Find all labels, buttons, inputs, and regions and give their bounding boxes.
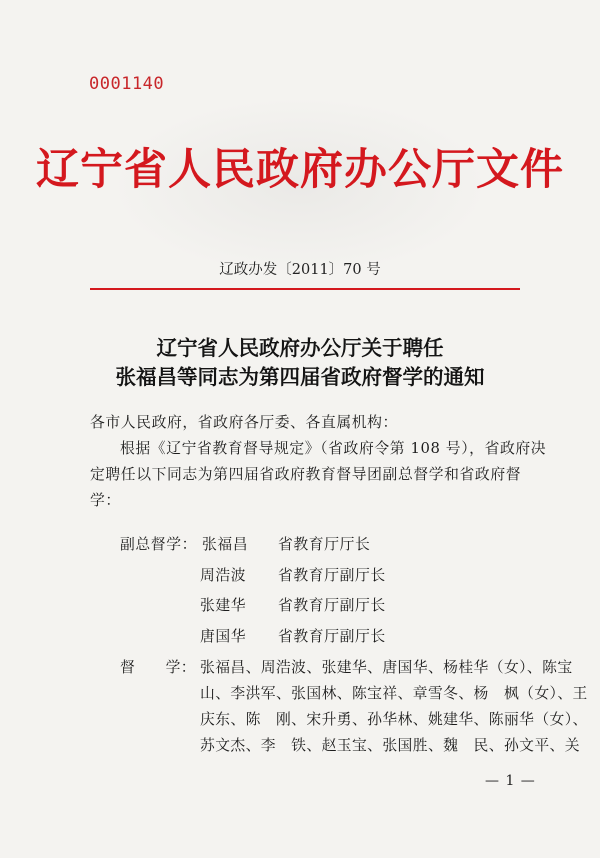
deputy-name: 唐国华 <box>200 627 247 645</box>
serial-number: 0001140 <box>89 74 165 94</box>
document-header-title: 辽宁省人民政府办公厅文件 <box>36 145 564 195</box>
document-number: 辽政办发〔2011〕70 号 <box>219 262 381 278</box>
deputy-position: 省教育厅副厅长 <box>278 627 386 645</box>
subject-line: 辽宁省人民政府办公厅关于聘任 <box>156 336 444 360</box>
deputy-label: 副总督学： <box>120 536 197 553</box>
deputy-position: 省教育厅厅长 <box>278 536 371 553</box>
subject-line: 张福昌等同志为第四届省政府督学的通知 <box>115 365 485 389</box>
inspector-line: 山、李洪军、张国林、陈宝祥、章雪冬、杨 枫（女）、王 <box>200 685 588 702</box>
inspector-line <box>120 655 573 681</box>
deputy-name: 张建华 <box>200 597 247 614</box>
inspector-line: 庆东、陈 刚、宋升勇、孙华林、姚建华、陈丽华（女）、 <box>200 711 588 728</box>
paragraph-line: 根据《辽宁省教育督导规定》（省政府令第 108 号），省政府决 <box>120 440 547 457</box>
deputy-position: 省教育厅副厅长 <box>278 597 386 614</box>
deputy-name: 张福昌 <box>202 536 249 553</box>
subject-title <box>0 334 600 392</box>
red-divider-line <box>90 288 520 290</box>
inspector-list <box>120 655 588 759</box>
deputy-name: 周浩波 <box>200 566 247 584</box>
document-body <box>90 410 547 514</box>
inspector-names: 张福昌、周浩波、张建华、唐国华、杨桂华（女）、陈宝 <box>200 659 573 676</box>
inspector-line: 苏文杰、李 铁、赵玉宝、张国胜、魏 民、孙文平、关 <box>200 737 580 754</box>
paragraph-line: 定聘任以下同志为第四届省政府教育督导团副总督学和省政府督 <box>90 466 522 483</box>
deputy-position: 省教育厅副厅长 <box>278 566 386 584</box>
page-number: — 1 — <box>485 773 536 789</box>
inspector-label: 督 学： <box>120 659 196 676</box>
salutation: 各市人民政府，省政府各厅委、各直属机构： <box>90 414 398 431</box>
paragraph-line: 学： <box>90 492 121 509</box>
